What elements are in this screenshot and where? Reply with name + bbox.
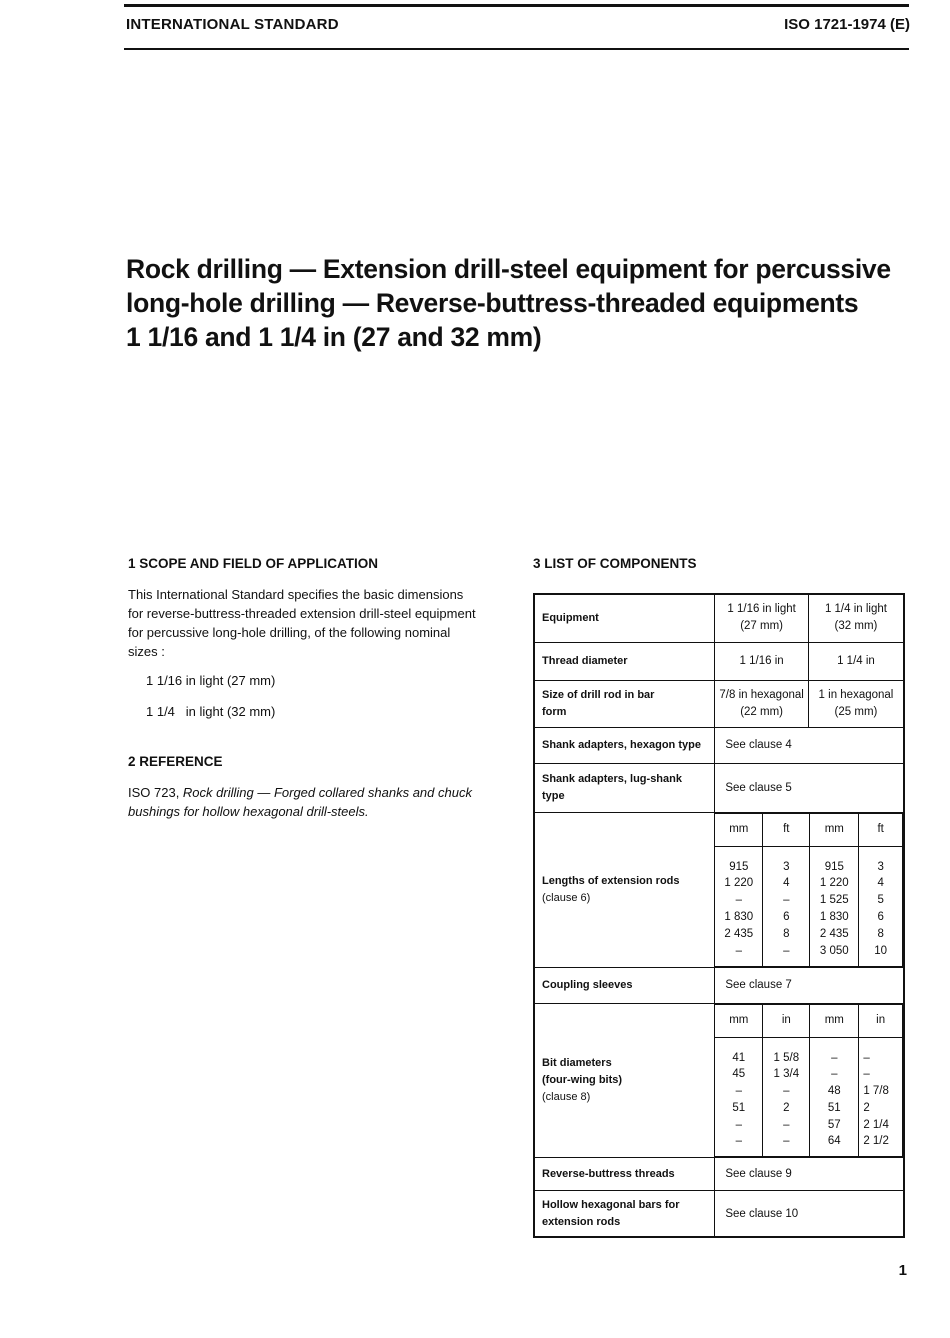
lengths-grid	[715, 812, 904, 967]
row-label: Size of drill rod in bar form	[534, 680, 715, 727]
table-row-equipment	[534, 594, 904, 642]
row-label: Equipment	[534, 594, 715, 642]
table-row-hollow-bars	[534, 1191, 904, 1237]
cell-27mm: 1 1/16 in	[715, 642, 809, 680]
table-row-shank-lug	[534, 763, 904, 812]
unit-label: mm	[810, 813, 859, 846]
table-row-thread	[534, 642, 904, 680]
row-label: Shank adapters, hexagon type	[534, 727, 715, 763]
section-1-line: for percussive long-hole drilling, of the following nominal	[128, 625, 451, 640]
header-standard-number: ISO 1721-1974 (E)	[784, 16, 910, 33]
table-row-bits	[534, 1003, 904, 1158]
section-1-line: for reverse-buttress-threaded extension drill-steel equipment	[128, 606, 476, 621]
section-1-line: This International Standard specifies the basic dimensions	[128, 587, 464, 602]
title-line-3: 1 1/16 and 1 1/4 in (27 and 32 mm)	[126, 322, 542, 352]
row-value: See clause 10	[715, 1191, 904, 1237]
unit-label: ft	[763, 813, 810, 846]
table-row-threads	[534, 1158, 904, 1191]
row-label: Shank adapters, lug-shank type	[534, 763, 715, 812]
section-3-heading: 3 LIST OF COMPONENTS	[533, 556, 697, 571]
document-title	[126, 252, 916, 354]
row-label: Reverse-buttress threads	[534, 1158, 715, 1191]
reference-title-1: Rock drilling — Forged collared shanks and chuck	[182, 785, 472, 800]
values-27mm-ft: 3 4 – 6 8 –	[763, 846, 810, 966]
header-rule-bottom	[124, 48, 909, 50]
title-line-2: long-hole drilling — Reverse-buttress-threaded equipments	[126, 288, 859, 318]
table-row-shank-hex	[534, 727, 904, 763]
unit-label: ft	[859, 813, 903, 846]
row-value: See clause 5	[715, 763, 904, 812]
section-1-heading: 1 SCOPE AND FIELD OF APPLICATION	[128, 556, 379, 571]
values-32mm-mm: – – 48 51 57 64	[810, 1037, 859, 1157]
reference-number: ISO 723,	[128, 785, 183, 800]
row-value: See clause 4	[715, 727, 904, 763]
section-1-body	[128, 585, 476, 661]
row-label: Hollow hexagonal bars for extension rods	[534, 1191, 715, 1237]
row-label: Lengths of extension rods (clause 6)	[534, 812, 715, 967]
page-number: 1	[898, 1262, 907, 1279]
values-32mm-mm: 915 1 220 1 525 1 830 2 435 3 050	[810, 846, 859, 966]
table-row-coupling	[534, 967, 904, 1003]
cell-32mm: 1 in hexagonal (25 mm)	[808, 680, 904, 727]
values-27mm-mm: 915 1 220 – 1 830 2 435 –	[715, 846, 763, 966]
cell-27mm: 1 1/16 in light (27 mm)	[715, 594, 809, 642]
section-1-line: sizes :	[128, 644, 165, 659]
unit-label: in	[763, 1004, 810, 1037]
row-label: Coupling sleeves	[534, 967, 715, 1003]
header-rule-top	[124, 4, 909, 7]
values-32mm-in: – – 1 7/8 2 2 1/4 2 1/2	[859, 1037, 903, 1157]
title-line-1: Rock drilling — Extension drill-steel equipment for percussive	[126, 254, 891, 284]
row-value: See clause 7	[715, 967, 904, 1003]
header-standard-type: INTERNATIONAL STANDARD	[126, 16, 339, 33]
cell-32mm: 1 1/4 in	[808, 642, 904, 680]
row-label: Bit diameters (four-wing bits) (clause 8)	[534, 1003, 715, 1158]
cell-32mm: 1 1/4 in light (32 mm)	[808, 594, 904, 642]
size-item-32mm: 1 1/4 in light (32 mm)	[146, 704, 276, 719]
unit-label: mm	[810, 1004, 859, 1037]
unit-label: mm	[715, 1004, 763, 1037]
size-item-27mm: 1 1/16 in light (27 mm)	[146, 673, 276, 688]
table-row-lengths	[534, 812, 904, 967]
values-27mm-in: 1 5/8 1 3/4 – 2 – –	[763, 1037, 810, 1157]
cell-27mm: 7/8 in hexagonal (22 mm)	[715, 680, 809, 727]
values-32mm-ft: 3 4 5 6 8 10	[859, 846, 903, 966]
bits-grid	[715, 1003, 904, 1158]
unit-label: in	[859, 1004, 903, 1037]
row-label: Thread diameter	[534, 642, 715, 680]
row-value: See clause 9	[715, 1158, 904, 1191]
unit-label: mm	[715, 813, 763, 846]
section-2-heading: 2 REFERENCE	[128, 754, 223, 769]
table-row-rod-size	[534, 680, 904, 727]
components-table	[533, 593, 905, 1238]
section-2-body	[128, 783, 472, 821]
values-27mm-mm: 41 45 – 51 – –	[715, 1037, 763, 1157]
reference-title-2: bushings for hollow hexagonal drill-steels.	[128, 804, 369, 819]
